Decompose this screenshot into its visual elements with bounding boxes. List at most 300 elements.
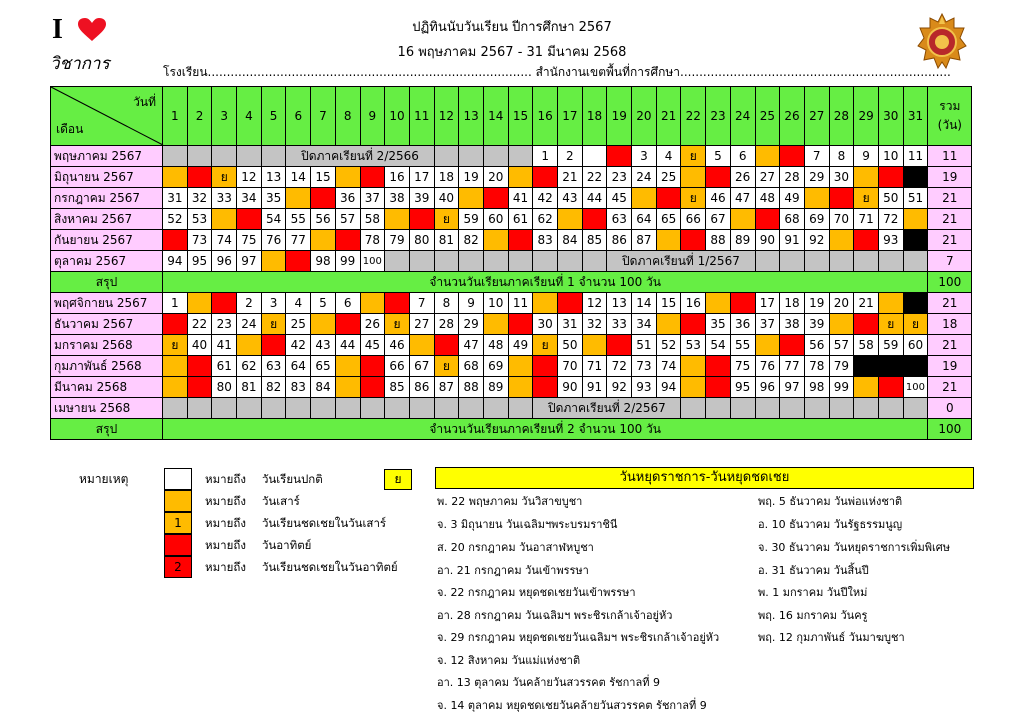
day-cell bbox=[335, 230, 360, 251]
day-cell bbox=[854, 230, 879, 251]
month-total: 18 bbox=[928, 314, 972, 335]
day-cell bbox=[903, 251, 928, 272]
legend-text: วันเรียนชดเชยในวันอาทิตย์ bbox=[261, 560, 398, 574]
day-cell bbox=[878, 293, 903, 314]
day-cell: 21 bbox=[558, 167, 583, 188]
holiday-marker-box: ย bbox=[384, 469, 412, 490]
day-cell bbox=[187, 167, 212, 188]
day-cell: 70 bbox=[558, 356, 583, 377]
month-total: 21 bbox=[928, 230, 972, 251]
day-cell: 70 bbox=[829, 209, 854, 230]
holiday-item: จ. 22 กรกฎาคม หยุดชดเชยวันเข้าพรรษา bbox=[437, 586, 636, 599]
day-cell: 90 bbox=[558, 377, 583, 398]
day-cell: 65 bbox=[311, 356, 336, 377]
day-cell: 44 bbox=[335, 335, 360, 356]
legend-title: หมายเหตุ bbox=[79, 472, 129, 486]
day-cell bbox=[163, 146, 188, 167]
day-header: 23 bbox=[706, 87, 731, 146]
day-cell bbox=[261, 146, 286, 167]
day-cell bbox=[409, 398, 434, 419]
holiday-cell: ย bbox=[533, 335, 558, 356]
day-cell bbox=[903, 356, 928, 377]
day-cell bbox=[903, 209, 928, 230]
day-cell: 36 bbox=[730, 314, 755, 335]
day-cell: 54 bbox=[261, 209, 286, 230]
day-header: 24 bbox=[730, 87, 755, 146]
day-cell bbox=[286, 251, 311, 272]
day-cell: 78 bbox=[804, 356, 829, 377]
school-line: โรงเรียน..................................................................................... สำนักงานเขตพื้นที่การศึกษา....................................................................... bbox=[163, 65, 951, 79]
day-cell bbox=[804, 398, 829, 419]
day-cell: 50 bbox=[878, 188, 903, 209]
day-cell: 14 bbox=[632, 293, 657, 314]
holiday-item: ส. 20 กรกฎาคม วันอาสาฬหบูชา bbox=[437, 541, 594, 554]
day-cell bbox=[681, 377, 706, 398]
day-cell bbox=[755, 209, 780, 230]
day-cell bbox=[533, 293, 558, 314]
day-cell: 51 bbox=[903, 188, 928, 209]
legend-label bbox=[205, 493, 300, 511]
day-header: 10 bbox=[385, 87, 410, 146]
day-cell: 4 bbox=[286, 293, 311, 314]
summary-row bbox=[51, 419, 972, 440]
month-total: 19 bbox=[928, 356, 972, 377]
day-cell: 95 bbox=[730, 377, 755, 398]
day-cell: 8 bbox=[434, 293, 459, 314]
day-cell: 11 bbox=[903, 146, 928, 167]
month-name: กันยายน 2567 bbox=[51, 230, 163, 251]
corner-day-label: วันที่ bbox=[133, 95, 156, 109]
day-cell bbox=[335, 398, 360, 419]
legend-label bbox=[205, 515, 386, 533]
day-cell bbox=[706, 167, 731, 188]
day-cell bbox=[459, 398, 484, 419]
day-cell: 91 bbox=[780, 230, 805, 251]
day-cell: 90 bbox=[755, 230, 780, 251]
day-cell bbox=[459, 188, 484, 209]
day-header: 30 bbox=[878, 87, 903, 146]
day-cell: 7 bbox=[804, 146, 829, 167]
day-cell: 19 bbox=[459, 167, 484, 188]
day-header: 15 bbox=[508, 87, 533, 146]
day-cell: 32 bbox=[187, 188, 212, 209]
day-cell bbox=[804, 188, 829, 209]
day-cell: 6 bbox=[730, 146, 755, 167]
day-header: 16 bbox=[533, 87, 558, 146]
holiday-cell: ย bbox=[163, 335, 188, 356]
day-cell bbox=[656, 230, 681, 251]
legend-swatch: 2 bbox=[164, 556, 192, 578]
holiday-cell: ย bbox=[903, 314, 928, 335]
day-cell: 73 bbox=[187, 230, 212, 251]
month-name: มกราคม 2568 bbox=[51, 335, 163, 356]
day-cell: 42 bbox=[286, 335, 311, 356]
day-cell: 84 bbox=[311, 377, 336, 398]
holiday-cell: ย bbox=[385, 314, 410, 335]
day-cell: 62 bbox=[237, 356, 262, 377]
holiday-cell: ย bbox=[434, 209, 459, 230]
day-cell: 34 bbox=[632, 314, 657, 335]
day-cell bbox=[163, 230, 188, 251]
day-cell: 61 bbox=[212, 356, 237, 377]
day-cell bbox=[780, 251, 805, 272]
day-cell: 100 bbox=[903, 377, 928, 398]
day-cell bbox=[311, 398, 336, 419]
day-cell bbox=[335, 314, 360, 335]
day-cell bbox=[508, 230, 533, 251]
day-cell: 20 bbox=[829, 293, 854, 314]
day-header: 26 bbox=[780, 87, 805, 146]
day-cell: 68 bbox=[780, 209, 805, 230]
calendar-table bbox=[50, 86, 972, 440]
day-cell: 56 bbox=[804, 335, 829, 356]
day-cell bbox=[755, 398, 780, 419]
day-header: 1 bbox=[163, 87, 188, 146]
day-cell bbox=[780, 146, 805, 167]
legend-label bbox=[205, 471, 323, 489]
date-range: 16 พฤษภาคม 2567 - 31 มีนาคม 2568 bbox=[397, 45, 627, 60]
total-header-line2: (วัน) bbox=[937, 118, 962, 132]
day-cell: 80 bbox=[409, 230, 434, 251]
day-cell: 74 bbox=[212, 230, 237, 251]
day-cell: 8 bbox=[829, 146, 854, 167]
day-cell bbox=[804, 251, 829, 272]
month-total: 7 bbox=[928, 251, 972, 272]
day-cell: 77 bbox=[286, 230, 311, 251]
day-cell: 30 bbox=[533, 314, 558, 335]
day-cell: 4 bbox=[656, 146, 681, 167]
summary-label: สรุป bbox=[51, 272, 163, 293]
holiday-item: พฤ. 5 ธันวาคม วันพ่อแห่งชาติ bbox=[758, 495, 903, 508]
day-header: 5 bbox=[261, 87, 286, 146]
day-cell: 63 bbox=[261, 356, 286, 377]
day-cell bbox=[903, 398, 928, 419]
day-cell: 74 bbox=[656, 356, 681, 377]
page-title: ปฏิทินนับวันเรียน ปีการศึกษา 2567 bbox=[412, 20, 612, 35]
day-cell bbox=[681, 230, 706, 251]
day-cell bbox=[706, 398, 731, 419]
day-cell: 61 bbox=[508, 209, 533, 230]
day-cell: 86 bbox=[607, 230, 632, 251]
day-cell bbox=[187, 356, 212, 377]
day-cell: 31 bbox=[163, 188, 188, 209]
day-cell: 58 bbox=[854, 335, 879, 356]
holiday-cell: ย bbox=[434, 356, 459, 377]
day-cell: 3 bbox=[632, 146, 657, 167]
legend-swatch bbox=[164, 534, 192, 556]
day-cell bbox=[508, 314, 533, 335]
month-row bbox=[51, 398, 972, 419]
day-cell: 30 bbox=[829, 167, 854, 188]
day-cell bbox=[582, 251, 607, 272]
legend-prefix: หมายถึง bbox=[205, 538, 246, 552]
day-cell: 47 bbox=[730, 188, 755, 209]
day-cell bbox=[706, 377, 731, 398]
day-cell: 88 bbox=[706, 230, 731, 251]
day-cell bbox=[558, 293, 583, 314]
day-cell bbox=[483, 146, 508, 167]
legend-prefix: หมายถึง bbox=[205, 472, 246, 486]
holiday-item: พฤ. 12 กุมภาพันธ์ วันมาฆบูชา bbox=[758, 631, 905, 644]
day-cell: 41 bbox=[212, 335, 237, 356]
day-cell: 48 bbox=[755, 188, 780, 209]
day-cell: 2 bbox=[237, 293, 262, 314]
day-header: 31 bbox=[903, 87, 928, 146]
month-name: เมษายน 2568 bbox=[51, 398, 163, 419]
day-cell: 98 bbox=[804, 377, 829, 398]
day-cell: 12 bbox=[582, 293, 607, 314]
day-header: 9 bbox=[360, 87, 385, 146]
holiday-item: จ. 30 ธันวาคม วันหยุดราชการเพิ่มพิเศษ bbox=[758, 541, 950, 554]
day-cell: 13 bbox=[261, 167, 286, 188]
day-cell: 16 bbox=[385, 167, 410, 188]
day-cell: 75 bbox=[237, 230, 262, 251]
total-header-line1: รวม bbox=[939, 99, 961, 113]
month-row bbox=[51, 251, 972, 272]
month-row bbox=[51, 314, 972, 335]
day-cell: 64 bbox=[286, 356, 311, 377]
day-cell: 55 bbox=[286, 209, 311, 230]
day-cell bbox=[459, 251, 484, 272]
day-cell bbox=[237, 146, 262, 167]
month-row bbox=[51, 335, 972, 356]
day-cell: 40 bbox=[434, 188, 459, 209]
day-header: 6 bbox=[286, 87, 311, 146]
month-total: 21 bbox=[928, 293, 972, 314]
day-cell: 69 bbox=[804, 209, 829, 230]
day-cell bbox=[335, 356, 360, 377]
day-cell bbox=[755, 251, 780, 272]
day-cell bbox=[311, 188, 336, 209]
day-cell bbox=[706, 356, 731, 377]
day-cell: 52 bbox=[163, 209, 188, 230]
month-total: 21 bbox=[928, 377, 972, 398]
day-cell: 76 bbox=[755, 356, 780, 377]
term-break-note: ปิดภาคเรียนที่ 2/2567 bbox=[533, 398, 681, 419]
day-cell bbox=[434, 146, 459, 167]
day-cell: 22 bbox=[187, 314, 212, 335]
day-cell: 77 bbox=[780, 356, 805, 377]
day-header: 17 bbox=[558, 87, 583, 146]
day-cell: 59 bbox=[459, 209, 484, 230]
day-header: 27 bbox=[804, 87, 829, 146]
month-total: 0 bbox=[928, 398, 972, 419]
day-cell: 57 bbox=[829, 335, 854, 356]
month-name: พฤศจิกายน 2567 bbox=[51, 293, 163, 314]
month-row bbox=[51, 146, 972, 167]
day-cell bbox=[335, 377, 360, 398]
day-cell: 87 bbox=[434, 377, 459, 398]
day-header: 28 bbox=[829, 87, 854, 146]
legend-swatch bbox=[164, 468, 192, 490]
day-header: 2 bbox=[187, 87, 212, 146]
logo-letter-i: I bbox=[52, 14, 63, 45]
day-cell: 38 bbox=[385, 188, 410, 209]
day-cell: 15 bbox=[311, 167, 336, 188]
day-cell bbox=[508, 251, 533, 272]
day-cell: 23 bbox=[607, 167, 632, 188]
day-cell bbox=[163, 398, 188, 419]
day-cell bbox=[163, 377, 188, 398]
day-cell: 52 bbox=[656, 335, 681, 356]
day-cell: 99 bbox=[829, 377, 854, 398]
day-cell: 79 bbox=[829, 356, 854, 377]
day-cell bbox=[212, 209, 237, 230]
day-cell: 37 bbox=[360, 188, 385, 209]
day-cell: 29 bbox=[459, 314, 484, 335]
day-header: 25 bbox=[755, 87, 780, 146]
day-header: 7 bbox=[311, 87, 336, 146]
day-cell: 21 bbox=[854, 293, 879, 314]
day-cell bbox=[212, 398, 237, 419]
day-cell: 79 bbox=[385, 230, 410, 251]
day-cell: 11 bbox=[508, 293, 533, 314]
day-cell bbox=[878, 167, 903, 188]
day-cell: 93 bbox=[632, 377, 657, 398]
day-cell bbox=[706, 293, 731, 314]
day-cell bbox=[508, 356, 533, 377]
day-cell bbox=[582, 146, 607, 167]
day-cell bbox=[385, 398, 410, 419]
day-cell: 89 bbox=[483, 377, 508, 398]
day-cell bbox=[878, 398, 903, 419]
holiday-cell: ย bbox=[212, 167, 237, 188]
day-cell: 5 bbox=[311, 293, 336, 314]
day-cell bbox=[409, 251, 434, 272]
day-cell: 35 bbox=[261, 188, 286, 209]
day-cell: 18 bbox=[780, 293, 805, 314]
month-total: 19 bbox=[928, 167, 972, 188]
day-cell: 1 bbox=[533, 146, 558, 167]
day-cell: 13 bbox=[607, 293, 632, 314]
header-row bbox=[51, 87, 972, 146]
day-cell: 97 bbox=[237, 251, 262, 272]
day-cell bbox=[558, 209, 583, 230]
day-header: 29 bbox=[854, 87, 879, 146]
day-cell: 73 bbox=[632, 356, 657, 377]
day-cell: 95 bbox=[187, 251, 212, 272]
holiday-item: อา. 13 ตุลาคม วันคล้ายวันสวรรคต รัชกาลที่ 9 bbox=[437, 676, 660, 689]
day-cell: 83 bbox=[533, 230, 558, 251]
legend-prefix: หมายถึง bbox=[205, 516, 246, 530]
day-cell: 84 bbox=[558, 230, 583, 251]
day-cell bbox=[360, 356, 385, 377]
day-cell: 91 bbox=[582, 377, 607, 398]
day-cell: 16 bbox=[681, 293, 706, 314]
day-cell bbox=[483, 251, 508, 272]
day-cell: 67 bbox=[409, 356, 434, 377]
day-cell: 82 bbox=[459, 230, 484, 251]
day-cell: 68 bbox=[459, 356, 484, 377]
day-cell: 3 bbox=[261, 293, 286, 314]
day-cell: 71 bbox=[854, 209, 879, 230]
day-cell bbox=[360, 293, 385, 314]
legend-text: วันเรียนชดเชยในวันเสาร์ bbox=[261, 516, 387, 530]
day-cell bbox=[607, 335, 632, 356]
month-total: 21 bbox=[928, 335, 972, 356]
day-cell bbox=[878, 356, 903, 377]
day-cell bbox=[533, 377, 558, 398]
day-cell: 60 bbox=[903, 335, 928, 356]
day-header: 20 bbox=[632, 87, 657, 146]
day-cell bbox=[286, 188, 311, 209]
day-cell: 62 bbox=[533, 209, 558, 230]
month-row bbox=[51, 167, 972, 188]
day-cell: 10 bbox=[878, 146, 903, 167]
day-cell: 28 bbox=[434, 314, 459, 335]
day-cell bbox=[730, 293, 755, 314]
day-cell: 58 bbox=[360, 209, 385, 230]
day-cell bbox=[335, 167, 360, 188]
day-cell bbox=[311, 230, 336, 251]
day-cell: 14 bbox=[286, 167, 311, 188]
day-cell bbox=[409, 209, 434, 230]
day-cell bbox=[829, 230, 854, 251]
day-cell bbox=[681, 398, 706, 419]
day-cell: 92 bbox=[607, 377, 632, 398]
day-cell bbox=[385, 209, 410, 230]
month-name: พฤษภาคม 2567 bbox=[51, 146, 163, 167]
day-cell: 92 bbox=[804, 230, 829, 251]
month-name: ตุลาคม 2567 bbox=[51, 251, 163, 272]
holiday-cell: ย bbox=[261, 314, 286, 335]
day-cell: 47 bbox=[459, 335, 484, 356]
day-cell: 87 bbox=[632, 230, 657, 251]
month-name: กุมภาพันธ์ 2568 bbox=[51, 356, 163, 377]
day-cell bbox=[434, 398, 459, 419]
day-cell bbox=[730, 398, 755, 419]
day-cell: 76 bbox=[261, 230, 286, 251]
day-cell: 53 bbox=[187, 209, 212, 230]
day-cell bbox=[681, 356, 706, 377]
summary-text: จำนวนวันเรียนภาคเรียนที่ 2 จำนวน 100 วัน bbox=[163, 419, 928, 440]
day-cell: 85 bbox=[385, 377, 410, 398]
day-cell: 89 bbox=[730, 230, 755, 251]
day-cell: 39 bbox=[804, 314, 829, 335]
day-cell: 40 bbox=[187, 335, 212, 356]
day-cell bbox=[730, 209, 755, 230]
day-cell bbox=[681, 167, 706, 188]
day-cell bbox=[656, 314, 681, 335]
month-name: สิงหาคม 2567 bbox=[51, 209, 163, 230]
day-cell bbox=[903, 230, 928, 251]
holiday-item: จ. 3 มิถุนายน วันเฉลิมฯพระบรมราชินี bbox=[437, 518, 618, 531]
month-name: ธันวาคม 2567 bbox=[51, 314, 163, 335]
day-cell: 1 bbox=[163, 293, 188, 314]
day-cell bbox=[755, 146, 780, 167]
corner-month-label: เดือน bbox=[56, 122, 84, 136]
day-cell: 25 bbox=[656, 167, 681, 188]
day-cell: 96 bbox=[212, 251, 237, 272]
legend-text: วันเสาร์ bbox=[261, 494, 300, 508]
day-cell: 45 bbox=[607, 188, 632, 209]
day-cell bbox=[385, 251, 410, 272]
day-cell bbox=[508, 146, 533, 167]
day-cell bbox=[409, 335, 434, 356]
day-cell: 80 bbox=[212, 377, 237, 398]
day-cell bbox=[261, 398, 286, 419]
day-cell bbox=[533, 251, 558, 272]
day-cell: 19 bbox=[804, 293, 829, 314]
holiday-cell: ย bbox=[681, 188, 706, 209]
day-cell: 33 bbox=[212, 188, 237, 209]
day-cell bbox=[187, 293, 212, 314]
day-cell bbox=[163, 356, 188, 377]
day-cell bbox=[829, 314, 854, 335]
day-cell: 99 bbox=[335, 251, 360, 272]
logo-wordmark: วิชาการ bbox=[50, 54, 110, 74]
day-cell: 5 bbox=[706, 146, 731, 167]
